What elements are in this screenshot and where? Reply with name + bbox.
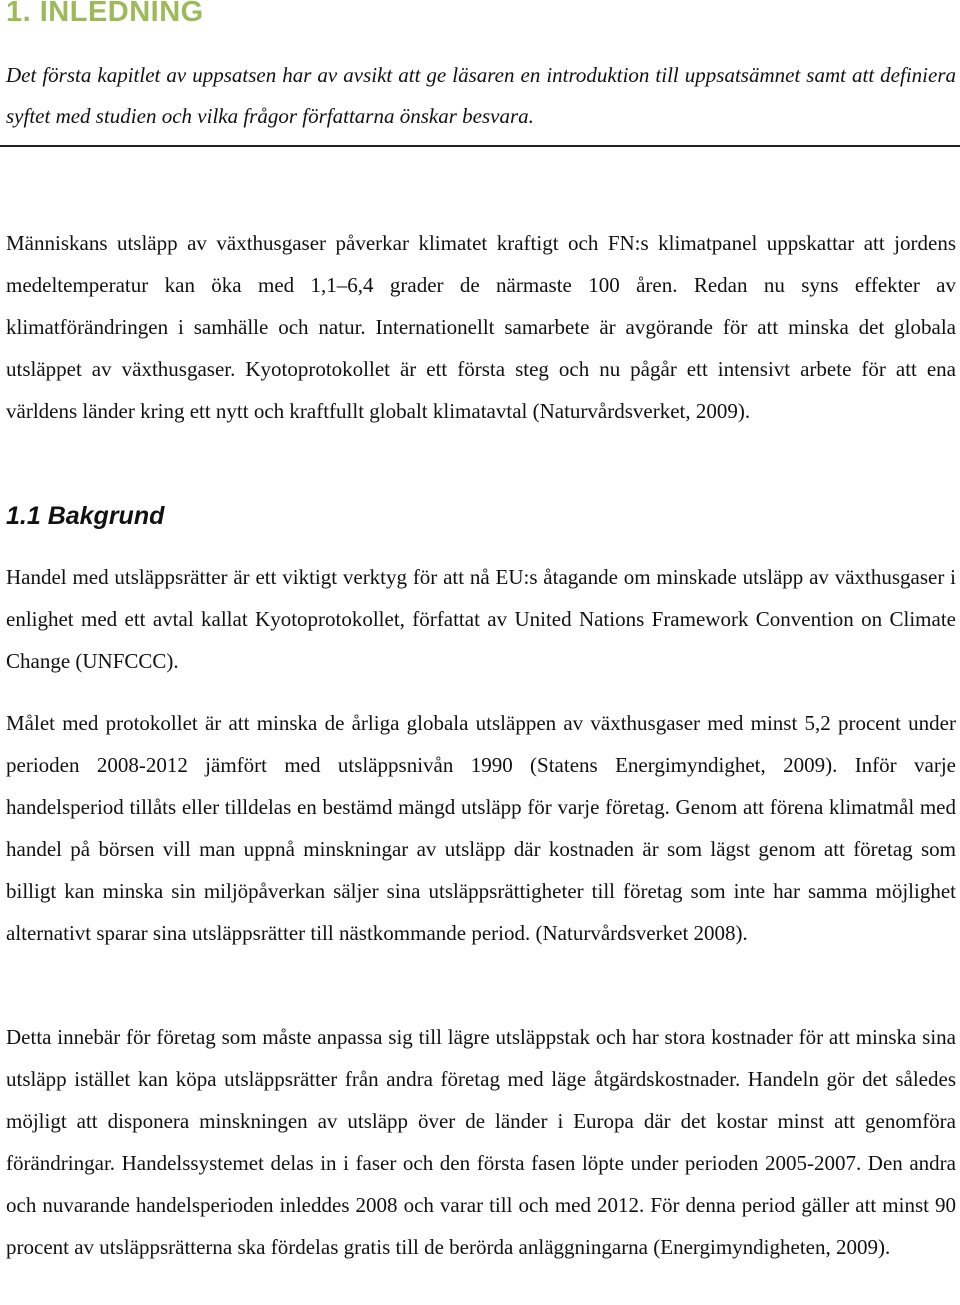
chapter-heading: 1. INLEDNING [6,0,204,28]
paragraph-3: Målet med protokollet är att minska de årliga globala utsläppen av växthusgaser med minst 5,2 procent under perioden 2008-2012 jämfört med utsläppsnivån 1990 (Statens Energimyndighet, 2009). Inför varje handelsperiod tillåts eller tilldelas en bestämd mängd utsläpp för varje företag. Genom att förena klimatmål med handel på börsen vill man uppnå minskningar av utsläpp där kostnaden är som lägst genom att företag som billigt kan minska sin miljöpåverkan säljer sina utsläppsrättigheter till företag som inte har samma möjlighet alternativt sparar sina utsläppsrätter till nästkommande period. (Naturvårdsverket 2008). [6,711,956,945]
horizontal-divider [0,145,960,147]
paragraph-1: Människans utsläpp av växthusgaser påverkar klimatet kraftigt och FN:s klimatpanel uppskattar att jordens medeltemperatur kan öka med 1,1–6,4 grader de närmaste 100 åren. Redan nu syns effekter av klimatförändringen i samhälle och natur. Internationellt samarbete är avgörande för att minska det globala utsläppet av växthusgaser. Kyotoprotokollet är ett första steg och nu pågår ett intensivt arbete för att ena världens länder kring ett nytt och kraftfullt globalt klimatavtal (Naturvårdsverket, 2009). [6,231,956,423]
paragraph-4: Detta innebär för företag som måste anpassa sig till lägre utsläppstak och har stora kostnader för att minska sina utsläpp istället kan köpa utsläppsrätter från andra företag med läge åtgärdskostnader. Handeln gör det således möjligt att disponera minskningen av utsläpp över de länder i Europa där det kostar minst att genomföra förändringar. Handelssystemet delas in i faser och den första fasen löpte under perioden 2005-2007. Den andra och nuvarande handelsperioden inleddes 2008 och varar till och med 2012. För denna period gäller att minst 90 procent av utsläppsrätterna ska fördelas gratis till de berörda anläggningarna (Energimyndigheten, 2009). [6,1025,956,1259]
paragraph-2: Handel med utsläppsrätter är ett viktigt verktyg för att nå EU:s åtagande om minskade utsläpp av växthusgaser i enlighet med ett avtal kallat Kyotoprotokollet, författat av United Nations Framework Convention on Climate Change (UNFCCC). [6,565,956,673]
section-heading: 1.1 Bakgrund [6,502,165,530]
chapter-intro: Det första kapitlet av uppsatsen har av avsikt att ge läsaren en introduktion till uppsatsämnet samt att definiera syftet med studien och vilka frågor författarna önskar besvara. [6,63,956,128]
